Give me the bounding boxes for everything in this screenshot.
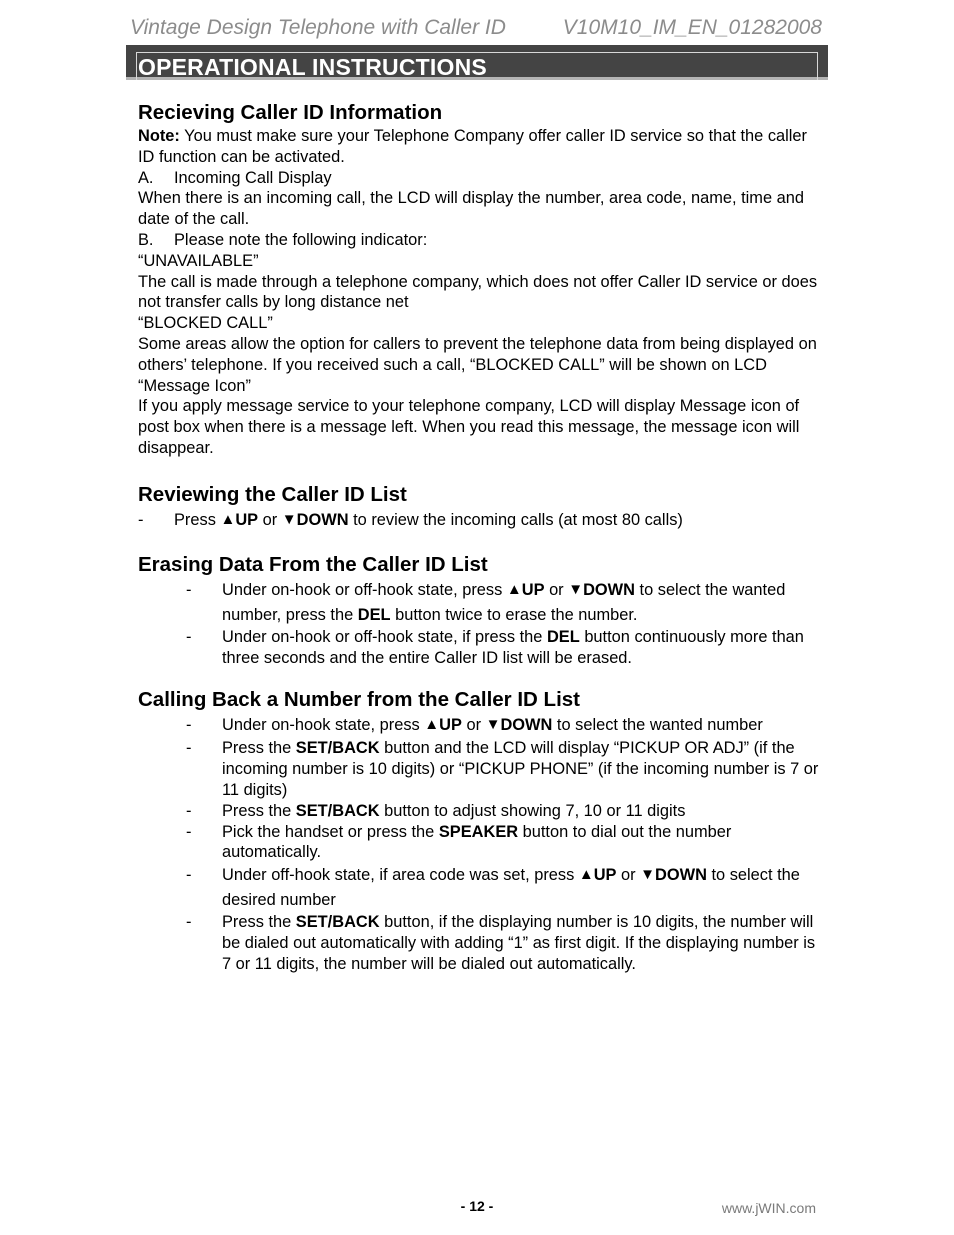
item-b-label: B. [138,230,154,249]
list-item: - Under on-hook state, press ▲UP or ▼DOWN to select the wanted number [138,713,822,738]
item-a [138,168,822,189]
list-item: - Press the SET/BACK button to adjust showing 7, 10 or 11 digits [138,801,822,822]
list-item: - Press the SET/BACK button and the LCD will display “PICKUP OR ADJ” (if the incoming number is 10 digits) or “PICKUP PHONE” (if the incoming number is 7 or 11 digits) [138,738,822,800]
down-key: DOWN [500,716,553,735]
set-back-key: SET/BACK [295,739,380,758]
up-arrow-icon: ▲ [578,866,594,884]
up-key: UP [235,510,259,529]
review-item [138,508,822,533]
speaker-key: SPEAKER [438,822,519,841]
list-item: - Under on-hook or off-hook state, press ▲UP or ▼DOWN to select the wanted number, press the DEL button twice to erase the number. [138,578,822,627]
heading-receiving-caller-id: Recieving Caller ID Information [138,101,443,124]
indicator-blocked-call: “BLOCKED CALL” [138,314,273,333]
note-text: You must make sure your Telephone Company offer caller ID service so that the caller ID function can be activated. [138,127,808,166]
item-b-text: Please note the following indicator: [174,230,428,249]
indicator-message-icon: “Message Icon” [138,376,251,395]
list-item: - Under on-hook or off-hook state, if press the DEL button continuously more than three seconds and the entire Caller ID list will be erased. [138,627,822,669]
page-number: - 12 - [460,1198,494,1214]
banner-title: OPERATIONAL INSTRUCTIONS [138,54,487,80]
erase-list [138,578,822,669]
heading-erasing-data: Erasing Data From the Caller ID List [138,552,488,576]
item-a-label: A. [138,168,154,187]
down-key: DOWN [583,580,635,599]
set-back-key: SET/BACK [295,913,380,932]
bullet-dash: - [186,866,192,885]
down-arrow-icon: ▼ [640,866,656,884]
up-arrow-icon: ▲ [506,580,522,598]
call-back-list [138,713,822,974]
bullet-dash: - [186,580,192,599]
message-icon-paragraph: If you apply message service to your telephone company, LCD will display Message icon of post box when there is a message left. When you read this message, the message icon will disappear. [138,397,800,457]
down-arrow-icon: ▼ [568,580,584,598]
up-arrow-icon: ▲ [424,716,440,734]
down-key: DOWN [296,510,349,529]
bullet-dash: - [186,716,192,735]
content [138,100,822,975]
bullet-dash: - [186,822,192,841]
note-paragraph [138,126,822,168]
up-key: UP [593,866,617,885]
header-title: Vintage Design Telephone with Caller ID [130,16,506,39]
heading-reviewing-caller-id: Reviewing the Caller ID List [138,482,407,506]
unavailable-paragraph: The call is made through a telephone company, which does not offer Caller ID service or does not transfer calls by long distance net [138,272,818,312]
bullet-dash: - [186,739,192,758]
list-item: - Pick the handset or press the SPEAKER button to dial out the number automatically. [138,822,822,864]
item-a-text: Incoming Call Display [174,168,332,187]
review-item-text: Press ▲UP or ▼DOWN to review the incoming calls (at most 80 calls) [174,508,683,533]
up-key: UP [439,716,462,735]
down-arrow-icon: ▼ [485,716,501,734]
bullet-dash: - [186,801,192,820]
heading-calling-back: Calling Back a Number from the Caller ID List [138,688,580,712]
footer-url: www.jWIN.com [721,1200,816,1216]
list-item: - Under off-hook state, if area code was set, press ▲UP or ▼DOWN to select the desired number [138,863,822,912]
up-key: UP [521,580,545,599]
incoming-call-paragraph: When there is an incoming call, the LCD will display the number, area code, name, time and date of the call. [138,189,804,229]
del-key: DEL [546,627,580,646]
section-banner [126,45,828,80]
down-key: DOWN [655,866,707,885]
header-doc-code: V10M10_IM_EN_01282008 [562,16,822,39]
set-back-key: SET/BACK [295,801,380,820]
bullet-dash: - [186,627,192,646]
down-arrow-icon: ▼ [281,510,297,528]
indicator-unavailable: “UNAVAILABLE” [138,251,259,270]
bullet-dash: - [138,510,144,529]
note-label: Note: [138,127,180,145]
item-b [138,230,822,251]
del-key: DEL [357,605,391,624]
list-item: - Press the SET/BACK button, if the displaying number is 10 digits, the number will be dialed out automatically with adding “1” as first digit. If the displaying number is 7 or 11 digits, the number will be dialed out automatically. [138,912,822,974]
bullet-dash: - [186,913,192,932]
up-arrow-icon: ▲ [220,510,236,528]
blocked-call-paragraph: Some areas allow the option for callers to prevent the telephone data from being displayed on others’ telephone. If you received such a call, “BLOCKED CALL” will be shown on LCD [138,334,817,374]
